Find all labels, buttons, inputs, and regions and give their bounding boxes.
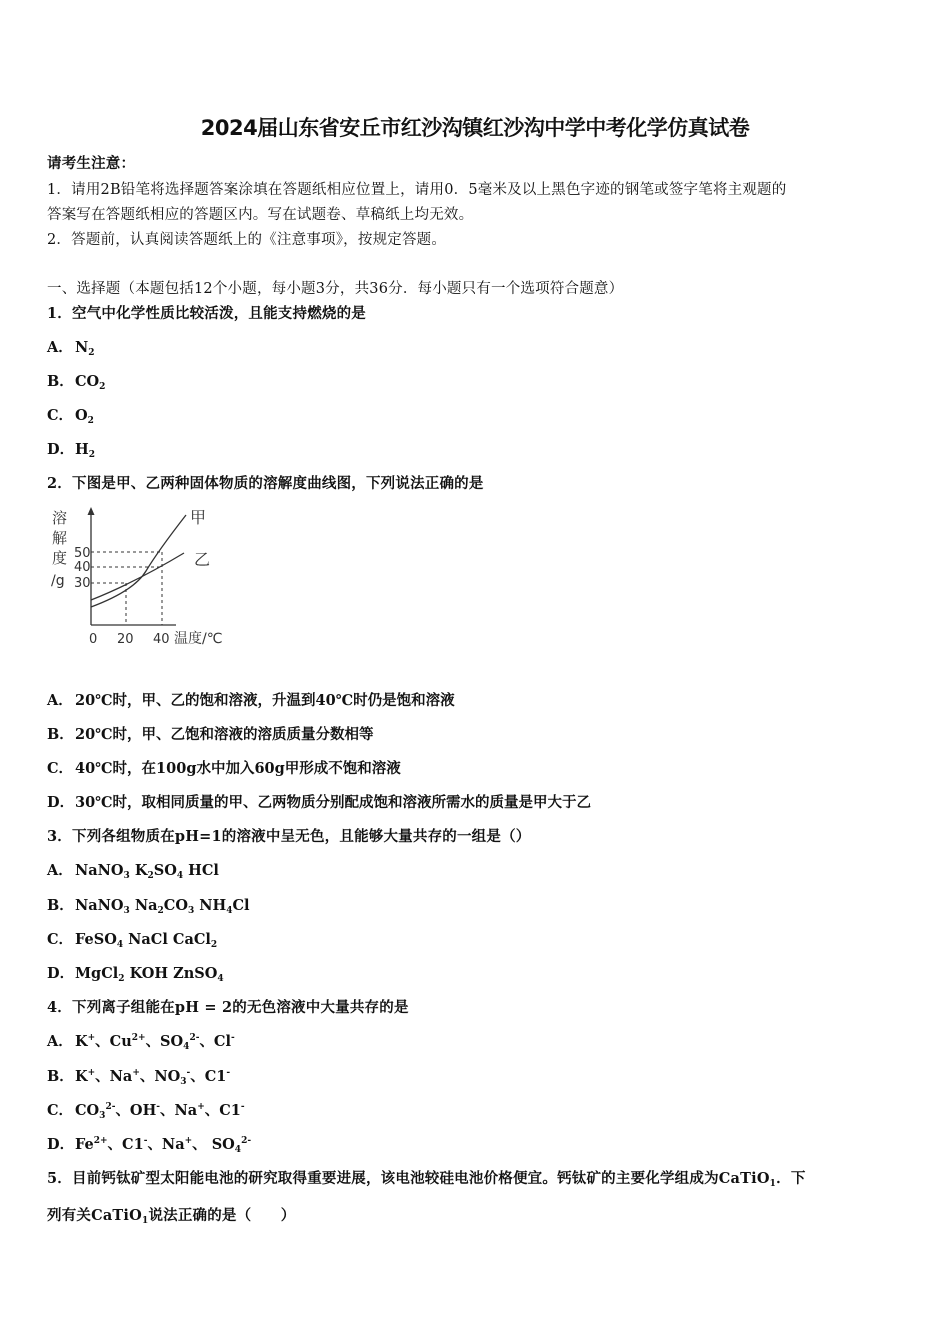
question-4-option-b: B．K+、Na+、$NO_3^-$、C1- (47, 1065, 230, 1086)
option-letter: C． (47, 931, 74, 948)
option-letter: D． (47, 441, 75, 458)
question-4-option-d: D．$Fe^{2+}$、C1-、Na+、 $SO_4^{2-}$ (47, 1133, 251, 1154)
option-letter: A． (47, 1033, 73, 1050)
question-3-option-a: A． NaNO$_3$ $K_2SO_4$ HCl (47, 859, 219, 880)
y-axis-label-char: 解 (52, 529, 68, 547)
option-letter: D． (47, 965, 75, 982)
notice-item-1-line-2: 答案写在答题纸相应的答题区内。写在试题卷、草稿纸上均无效。 (47, 207, 474, 223)
option-letter: B． (47, 373, 74, 390)
question-1-option-b: B．$CO_2$ (47, 370, 105, 391)
y-axis-label-char: 度 (52, 549, 68, 567)
option-letter: C． (47, 1102, 74, 1119)
x-tick-40: 40 (153, 632, 170, 647)
section-heading: 一、选择题（本题包括12个小题，每小题3分，共36分．每小题只有一个选项符合题意） (47, 281, 624, 297)
solubility-curve-figure (44, 505, 244, 655)
option-letter: B． (47, 726, 74, 743)
question-2-option-c: C． 40℃时，在100g水中加入60g甲形成不饱和溶液 (47, 757, 401, 778)
option-letter: A． (47, 692, 73, 709)
notice-item-2: 2．答题前，认真阅读答题纸上的《注意事项》，按规定答题。 (47, 232, 447, 248)
question-5-stem-line-1: 5．目前钙钛矿型太阳能电池的研究取得重要进展，该电池较硅电池价格便宜。钙钛矿的主要化学组成为CaTiO$_1$．下 (47, 1170, 806, 1189)
notice-item-1-line-1: 1．请用2B铅笔将选择题答案涂填在答题纸相应位置上，请用0．5毫米及以上黑色字迹的钢笔或签字笔将主观题的 (47, 182, 787, 198)
y-tick-40: 40 (74, 560, 91, 575)
option-letter: A． (47, 339, 73, 356)
option-letter: D． (47, 794, 75, 811)
question-4-option-c: C． $CO_3^{2-}$、OH-、Na+、C1- (47, 1099, 245, 1120)
question-5-stem-line-2: 列有关CaTiO$_1$说法正确的是（ ） (47, 1207, 296, 1226)
question-1-option-d: D．$H_2$ (47, 438, 95, 459)
question-2-stem: 2．下图是甲、乙两种固体物质的溶解度曲线图，下列说法正确的是 (47, 475, 484, 492)
question-1-option-a: A． $N_2$ (47, 336, 95, 357)
question-2-option-a: A． 20℃时，甲、乙的饱和溶液，升温到40℃时仍是饱和溶液 (47, 689, 455, 710)
y-axis-label-char: 溶 (52, 509, 68, 527)
question-1-option-c: C． $O_2$ (47, 404, 94, 425)
question-2-option-d: D．30℃时，取相同质量的甲、乙两物质分别配成饱和溶液所需水的质量是甲大于乙 (47, 791, 591, 812)
question-2-option-b: B．20℃时，甲、乙饱和溶液的溶质质量分数相等 (47, 723, 374, 744)
curve-jia-label: 甲 (190, 508, 207, 527)
curve-jia (91, 515, 186, 607)
curve-yi-label: 乙 (194, 550, 211, 569)
question-4-stem: 4．下列离子组能在pH = 2的无色溶液中大量共存的是 (47, 999, 409, 1016)
option-letter: D． (47, 1136, 75, 1153)
question-4-option-a: A． K+、$Cu^{2+}$、$SO_4^{2-}$、Cl- (47, 1030, 235, 1051)
y-tick-50: 50 (74, 546, 91, 561)
x-tick-20: 20 (117, 632, 134, 647)
question-1-stem: 1．空气中化学性质比较活泼，且能支持燃烧的是 (47, 305, 366, 322)
y-tick-30: 30 (74, 576, 91, 591)
page-title: 2024届山东省安丘市红沙沟镇红沙沟中学中考化学仿真试卷 (200, 116, 750, 140)
question-3-option-d: D．MgCl$_2$ KOH ZnSO$_4$ (47, 962, 224, 983)
notice-heading: 请考生注意： (47, 155, 136, 172)
option-letter: B． (47, 1068, 74, 1085)
question-3-option-c: C． FeSO$_4$ NaCl CaCl$_2$ (47, 928, 217, 949)
x-tick-0: 0 (89, 632, 98, 647)
y-axis-arrow (88, 507, 95, 515)
question-3-stem: 3．下列各组物质在pH=1的溶液中呈无色，且能够大量共存的一组是（） (47, 828, 531, 845)
option-letter: A． (47, 862, 73, 879)
x-axis-label: 温度/℃ (174, 631, 223, 647)
curve-yi (91, 553, 184, 600)
option-letter: B． (47, 897, 74, 914)
option-letter: C． (47, 407, 74, 424)
y-axis-label-unit: /g (51, 573, 65, 589)
option-letter: C． (47, 760, 74, 777)
question-3-option-b: B．NaNO$_3$ $Na_2CO_3$ $NH_4Cl$ (47, 894, 250, 915)
